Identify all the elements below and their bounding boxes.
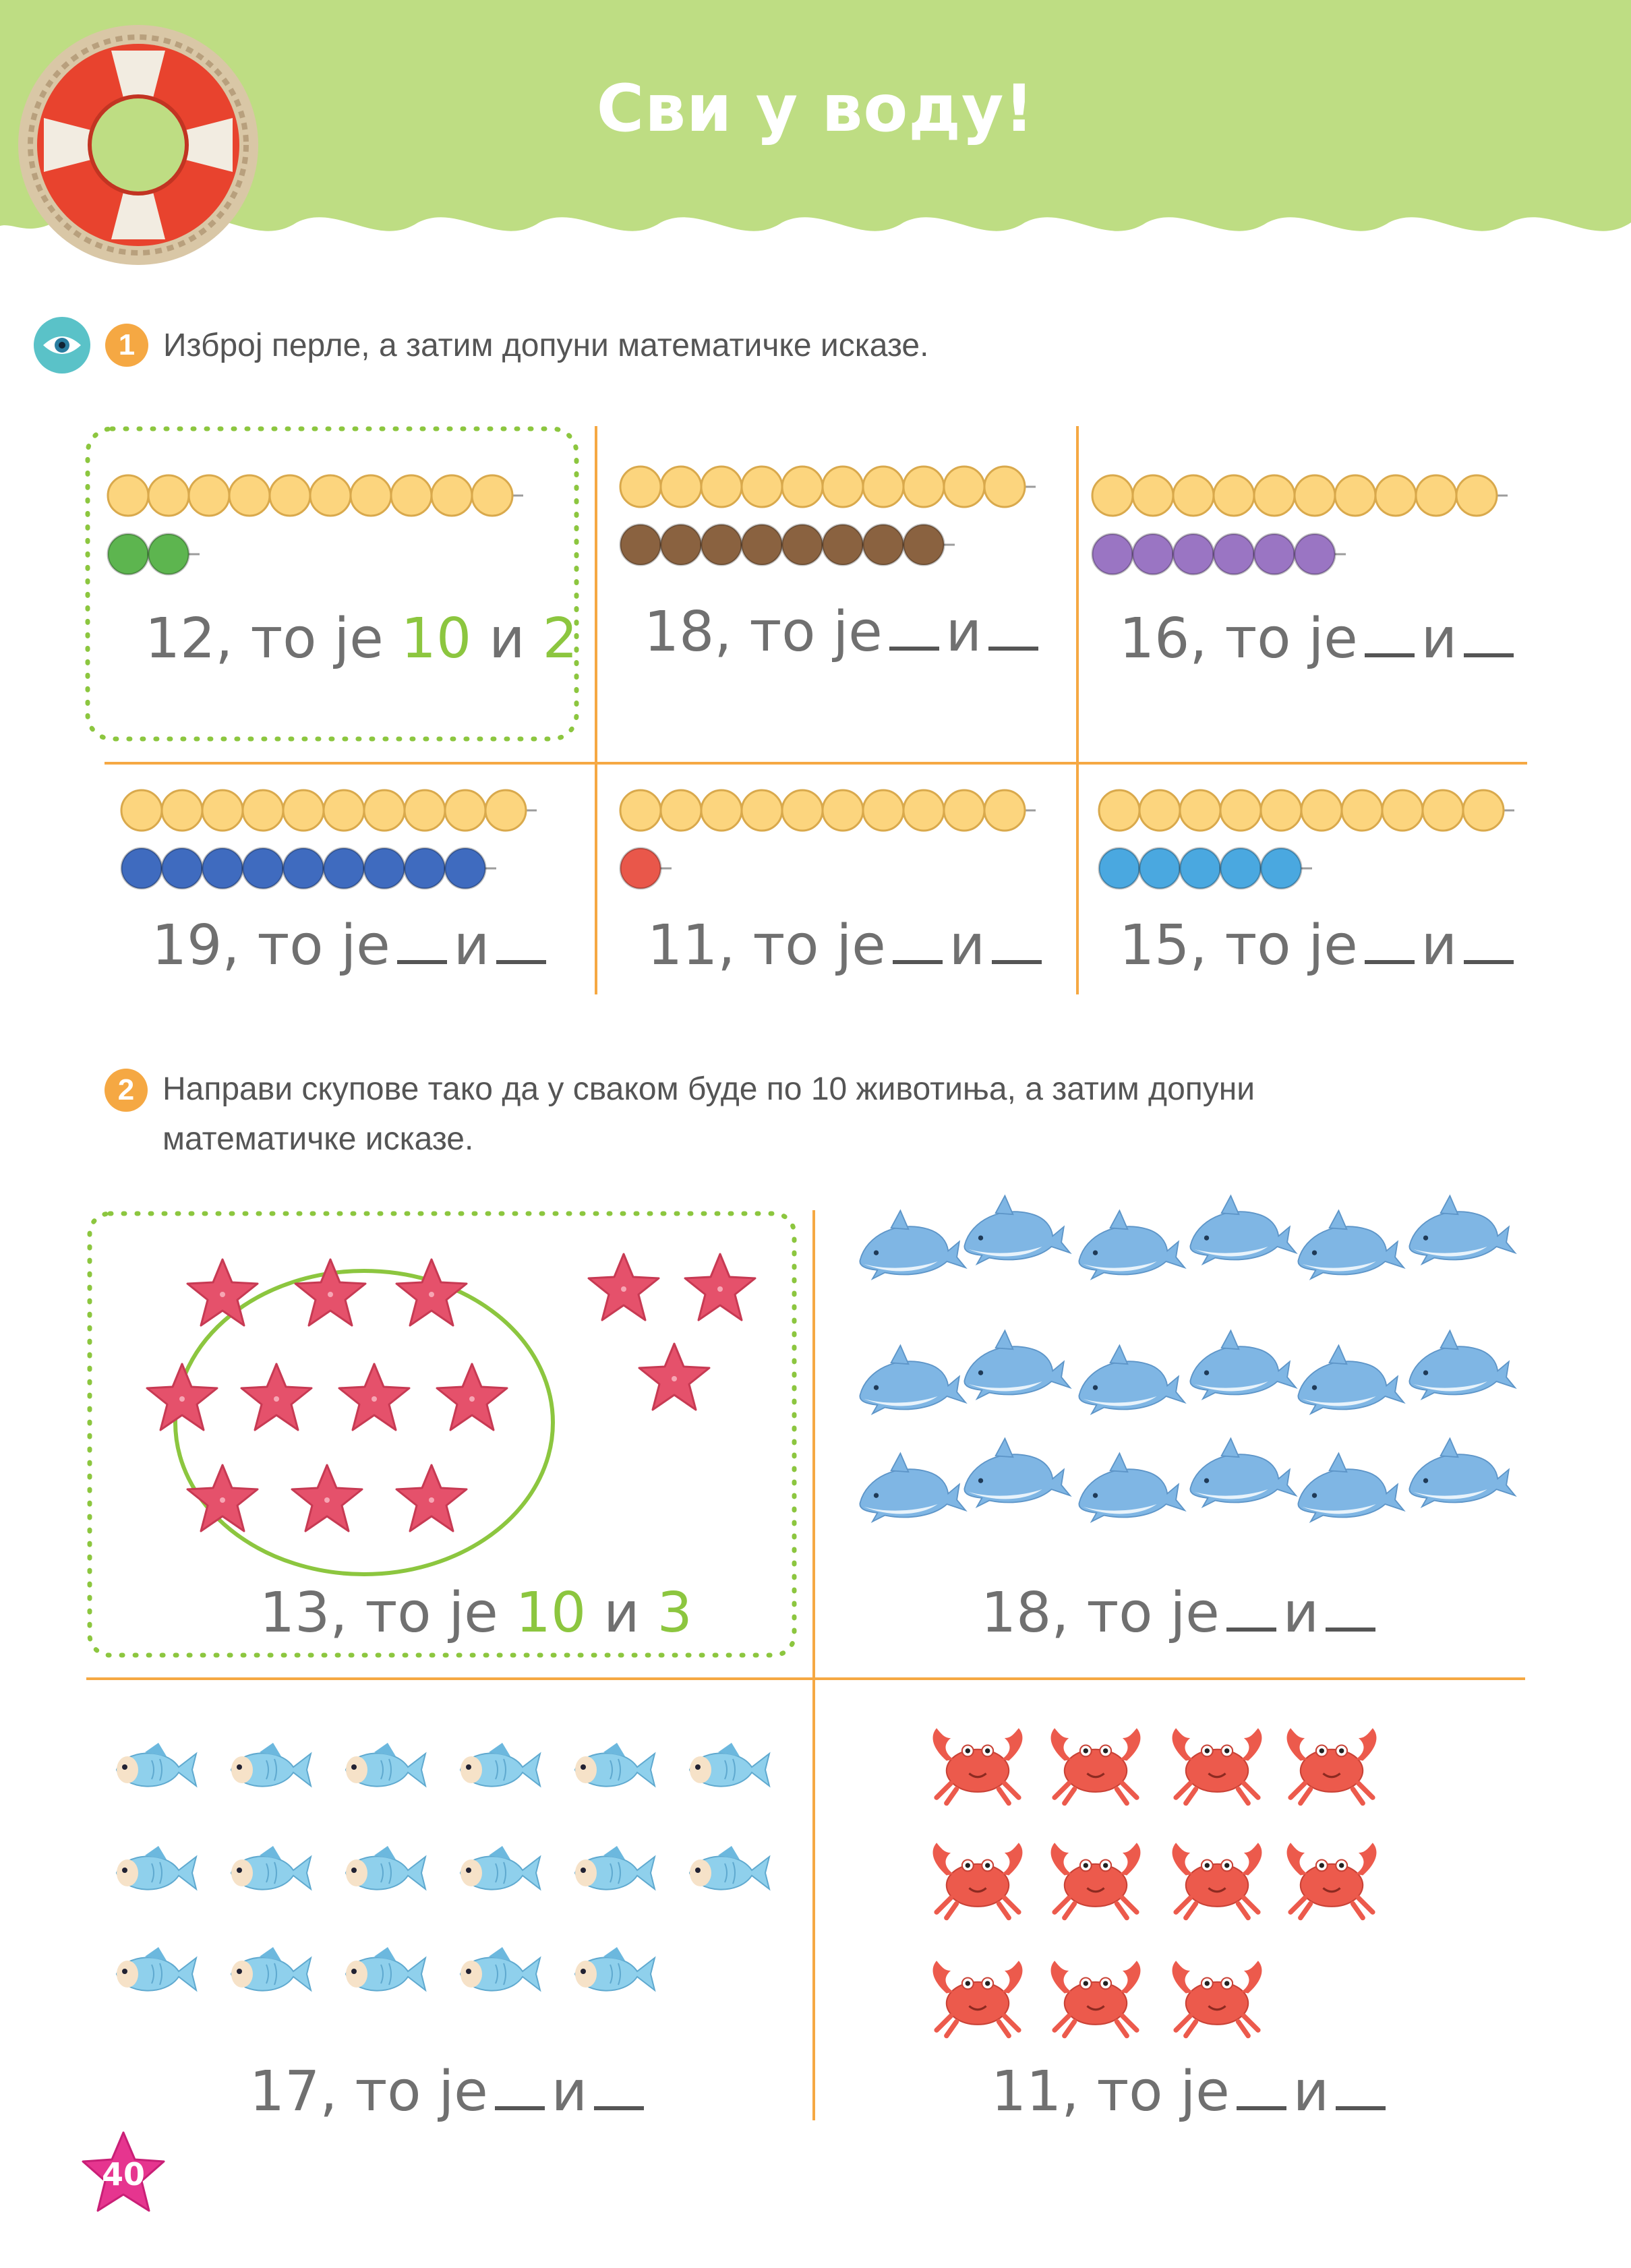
fish-icon: [346, 1846, 425, 1890]
fish-icon: [117, 1743, 196, 1787]
fish-icon: [117, 1947, 196, 1991]
starfish-icon: [292, 1465, 362, 1531]
answer-blank[interactable]: [1237, 2106, 1286, 2110]
page-title: Сви у воду!: [596, 71, 1035, 146]
dolphin-icon: [1409, 1331, 1515, 1399]
starfish-icon: [396, 1465, 467, 1531]
task2-statement-3: 17, то је и: [249, 2060, 651, 2124]
crab-icon: [933, 1843, 1023, 1917]
crab-icon: [933, 1728, 1023, 1803]
dolphin-icon: [860, 1454, 966, 1522]
starfish-icon: [187, 1259, 258, 1325]
task2-statement-1: 13, то је 10 и 3: [260, 1581, 692, 1645]
starfish-icon: [147, 1364, 217, 1430]
starfish-icon: [187, 1465, 258, 1531]
answer-blank[interactable]: [594, 2106, 644, 2110]
dolphin-icon: [1079, 1454, 1185, 1522]
dolphin-icon: [1190, 1196, 1296, 1264]
task1-text: Изброј перле, а затим допуни математичке исказе.: [163, 327, 929, 363]
fish-icon: [690, 1846, 769, 1890]
crab-icon: [933, 1961, 1023, 2035]
crab-icon: [1173, 1843, 1262, 1917]
dolphin-icon: [1409, 1196, 1515, 1264]
answer-blank[interactable]: [1226, 1628, 1276, 1632]
dolphin-icon: [964, 1331, 1070, 1399]
dolphin-icon: [1298, 1454, 1404, 1522]
task1-number: 1: [105, 324, 148, 367]
task2-text-line1: Направи скупове тако да у сваком буде по 10 животиња, а затим допуни: [162, 1071, 1255, 1107]
crab-icon: [1051, 1843, 1141, 1917]
task1-statement-1: 12, то је 10 и 2: [145, 607, 578, 671]
task1-statement-4: 19, то је и: [152, 914, 553, 978]
crab-icon: [1051, 1728, 1141, 1803]
answer-blank[interactable]: [495, 2106, 545, 2110]
task2-number: 2: [105, 1069, 148, 1112]
dolphin-icon: [860, 1346, 966, 1414]
fish-icon: [231, 1846, 311, 1890]
starfish-icon: [339, 1364, 409, 1430]
dolphin-icon: [1190, 1439, 1296, 1507]
page-number-badge: [80, 2130, 167, 2218]
task2-text-line2: математичке исказе.: [162, 1121, 474, 1157]
fish-icon: [231, 1947, 311, 1991]
starfish-icon: [295, 1259, 365, 1325]
fish-icon: [461, 1846, 540, 1890]
task2-statement-2: 18, то је и: [981, 1581, 1382, 1645]
dolphin-icon: [964, 1439, 1070, 1507]
fish-icon: [461, 1743, 540, 1787]
dolphin-icon: [860, 1211, 966, 1279]
crab-icon: [1051, 1961, 1141, 2035]
fish-icon: [117, 1846, 196, 1890]
dolphin-icon: [1298, 1346, 1404, 1414]
dolphin-icon: [1079, 1346, 1185, 1414]
dolphin-icon: [1079, 1211, 1185, 1279]
starfish-icon: [685, 1254, 755, 1320]
dolphin-icon: [964, 1196, 1070, 1264]
task1-statement-6: 15, то је и: [1119, 914, 1520, 978]
page-number: 40: [101, 2156, 145, 2192]
crab-icon: [1173, 1728, 1262, 1803]
answer-blank[interactable]: [1326, 1628, 1375, 1632]
starfish-icon: [241, 1364, 312, 1430]
dolphin-icon: [1409, 1439, 1515, 1507]
task1-statement-5: 11, то је и: [647, 914, 1048, 978]
task2-statement-4: 11, то је и: [991, 2060, 1392, 2124]
dolphin-icon: [1190, 1331, 1296, 1399]
fish-icon: [461, 1947, 540, 1991]
starfish-icon: [396, 1259, 467, 1325]
fish-icon: [575, 1743, 655, 1787]
starfish-icon: [639, 1344, 709, 1410]
dolphin-icon: [1298, 1211, 1404, 1279]
fish-icon: [346, 1743, 425, 1787]
task1-statement-3: 16, то је и: [1119, 607, 1520, 671]
fish-icon: [575, 1947, 655, 1991]
fish-icon: [231, 1743, 311, 1787]
task1-statement-2: 18, то је и: [644, 600, 1045, 664]
fish-icon: [575, 1846, 655, 1890]
crab-icon: [1287, 1843, 1377, 1917]
starfish-icon: [437, 1364, 507, 1430]
fish-icon: [690, 1743, 769, 1787]
crab-icon: [1173, 1961, 1262, 2035]
crab-icon: [1287, 1728, 1377, 1803]
answer-blank[interactable]: [1336, 2106, 1386, 2110]
fish-icon: [346, 1947, 425, 1991]
starfish-icon: [589, 1254, 659, 1320]
